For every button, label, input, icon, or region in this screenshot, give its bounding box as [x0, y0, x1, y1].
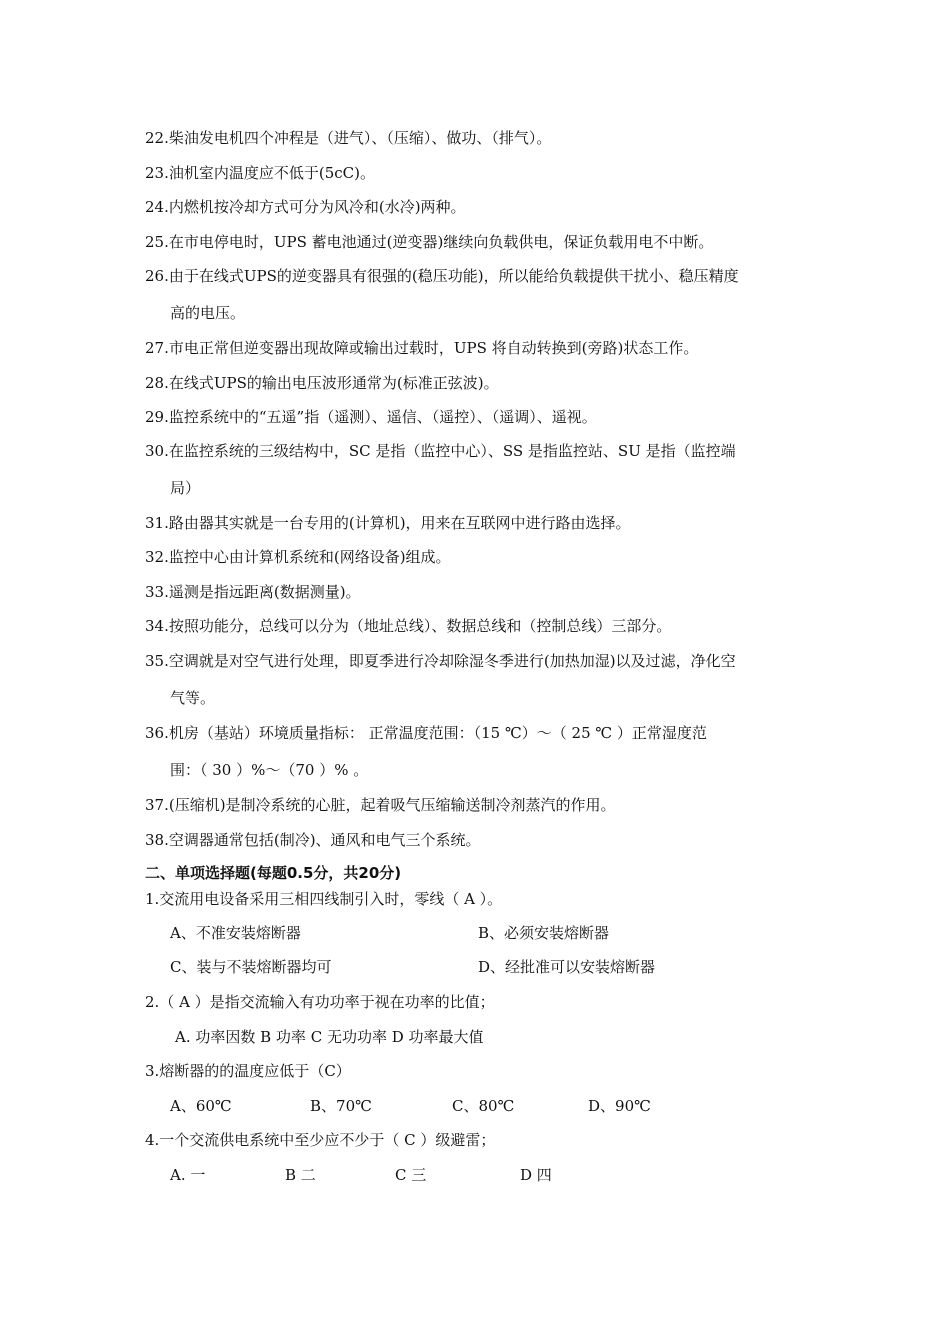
- item-29: 29.监控系统中的“五遥”指（遥测）、遥信、（遥控）、（遥调）、遥视。: [145, 408, 597, 426]
- question-1-option-a: A、不准安装熔断器: [170, 924, 301, 942]
- question-3-option-b: B、70℃: [310, 1097, 372, 1115]
- item-30: 30.在监控系统的三级结构中，SC 是指（监控中心）、SS 是指监控站、SU 是指（监控端: [145, 442, 736, 460]
- question-3-stem: 3.熔断器的的温度应低于（C）: [145, 1062, 351, 1080]
- question-1-option-c: C、装与不装熔断器均可: [170, 958, 332, 976]
- item-37: 37.(压缩机)是制冷系统的心脏，起着吸气压缩输送制冷剂蒸汽的作用。: [145, 796, 616, 814]
- question-4-stem: 4.一个交流供电系统中至少应不少于（ C ）级避雷；: [145, 1131, 496, 1149]
- section-heading: 二、单项选择题(每题0.5分，共20分): [145, 864, 402, 882]
- question-1-option-b: B、必须安装熔断器: [478, 924, 610, 942]
- question-4-option-c: C 三: [395, 1166, 427, 1184]
- item-22: 22.柴油发电机四个冲程是（进气）、（压缩）、做功、（排气）。: [145, 129, 552, 147]
- item-26: 26.由于在线式UPS的逆变器具有很强的(稳压功能)，所以能给负载提供干扰小、稳压精度: [145, 267, 739, 285]
- item-28: 28.在线式UPS的输出电压波形通常为(标准正弦波)。: [145, 374, 499, 392]
- item-34: 34.按照功能分，总线可以分为（地址总线）、数据总线和（控制总线）三部分。: [145, 617, 672, 635]
- question-4-option-b: B 二: [285, 1166, 316, 1184]
- item-24: 24.内燃机按冷却方式可分为风冷和(水冷)两种。: [145, 198, 466, 216]
- question-3-option-d: D、90℃: [588, 1097, 651, 1115]
- item-35-continuation: 气等。: [170, 689, 216, 707]
- question-2-stem: 2.（ A ）是指交流输入有功功率于视在功率的比值；: [145, 993, 495, 1011]
- item-26-continuation: 高的电压。: [170, 304, 246, 322]
- item-25: 25.在市电停电时，UPS 蓄电池通过(逆变器)继续向负载供电，保证负载用电不中断。: [145, 233, 714, 251]
- item-32: 32.监控中心由计算机系统和(网络设备)组成。: [145, 548, 451, 566]
- item-38: 38.空调器通常包括(制冷)、通风和电气三个系统。: [145, 831, 481, 849]
- question-3-option-a: A、60℃: [170, 1097, 232, 1115]
- item-33: 33.遥测是指远距离(数据测量)。: [145, 583, 361, 601]
- question-4-option-d: D 四: [520, 1166, 552, 1184]
- question-3-option-c: C、80℃: [452, 1097, 515, 1115]
- question-2-options: A. 功率因数 B 功率 C 无功功率 D 功率最大值: [175, 1028, 484, 1046]
- question-4-option-a: A. 一: [170, 1166, 206, 1184]
- item-30-continuation: 局）: [170, 479, 201, 497]
- item-35: 35.空调就是对空气进行处理，即夏季进行冷却除湿冬季进行(加热加湿)以及过滤，净化空: [145, 652, 736, 670]
- item-31: 31.路由器其实就是一台专用的(计算机)，用来在互联网中进行路由选择。: [145, 514, 631, 532]
- item-23: 23.油机室内温度应不低于(5cC)。: [145, 164, 375, 182]
- question-1-stem: 1.交流用电设备采用三相四线制引入时，零线（ A ）。: [145, 890, 503, 908]
- question-1-option-d: D、经批准可以安装熔断器: [478, 958, 656, 976]
- item-36-continuation: 围：（ 30 ）%～（70 ）% 。: [170, 761, 369, 779]
- item-36: 36.机房（基站）环境质量指标： 正常温度范围：（15 ℃）～（ 25 ℃ ）正常湿度范: [145, 724, 707, 742]
- item-27: 27.市电正常但逆变器出现故障或输出过载时，UPS 将自动转换到(旁路)状态工作。: [145, 339, 699, 357]
